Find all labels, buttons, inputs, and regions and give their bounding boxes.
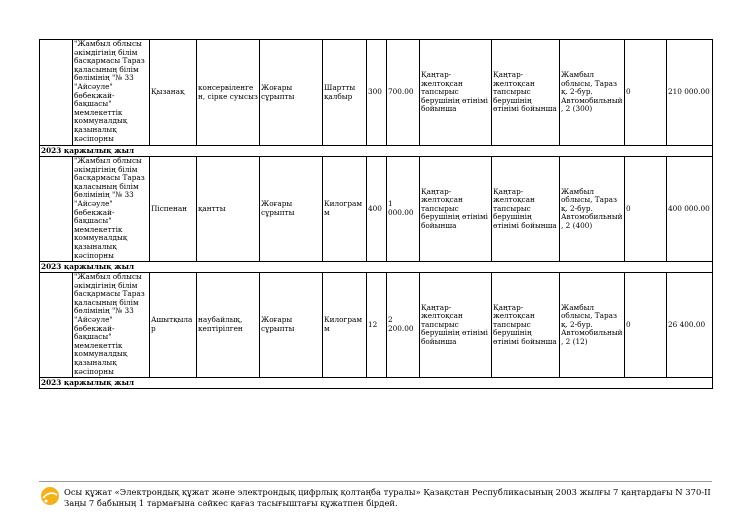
- characteristic-cell: консервіленген, сірке суысыз: [197, 40, 260, 146]
- price-cell: 700.00: [387, 40, 420, 146]
- unit-cell: Килограмм: [323, 273, 367, 378]
- characteristic-cell: наубайлық, кептірілген: [197, 273, 260, 378]
- procurement-table: [39, 39, 713, 389]
- quantity-cell: 300: [367, 40, 387, 146]
- row-number-cell: [40, 273, 73, 378]
- fiscal-year-row: [40, 262, 713, 273]
- delivery-place-cell: Жамбыл облысы, Тараз қ. 2-бур. Автомобильный, 2 (12): [560, 273, 625, 378]
- price-cell: 2 200.00: [387, 273, 420, 378]
- table-row: [40, 273, 713, 378]
- total-cell: 26 400.00: [667, 273, 713, 378]
- e-signature-logo-icon: [40, 486, 60, 506]
- customer-cell: "Жамбыл облысы әкімдігінің білім басқармасы Тараз қаласының білім бөлімінің "№ 33 "Айсәуле" бөбекжай-бақшасы" мемлекеттік коммуналдық қазыналық кәсіпорны: [73, 40, 150, 146]
- unit-cell: Шартты қалбыр: [323, 40, 367, 146]
- delivery-place-cell: Жамбыл облысы, Тараз қ. 2-бур. Автомобильный, 2 (400): [560, 157, 625, 262]
- fiscal-year-row: [40, 378, 713, 389]
- prepayment-cell: 0: [625, 273, 667, 378]
- row-number-cell: [40, 40, 73, 146]
- fiscal-year-label: 2023 қаржылық жыл: [40, 146, 713, 157]
- quantity-cell: 12: [367, 273, 387, 378]
- item-name-cell: Қызанақ: [150, 40, 197, 146]
- delivery-term-cell: Қаңтар-желтоқсан тапсырыс берушінің өтінімі бойынша: [492, 157, 560, 262]
- footer-divider: [39, 481, 712, 482]
- price-cell: 1 000.00: [387, 157, 420, 262]
- delivery-term-cell: Қаңтар-желтоқсан тапсырыс берушінің өтінімі бойынша: [492, 40, 560, 146]
- fiscal-year-row: [40, 146, 713, 157]
- characteristic-cell: қантты: [197, 157, 260, 262]
- delivery-term-cell: Қаңтар-желтоқсан тапсырыс берушінің өтінімі бойынша: [420, 40, 492, 146]
- row-number-cell: [40, 157, 73, 262]
- item-name-cell: Піспенан: [150, 157, 197, 262]
- delivery-term-cell: Қаңтар-желтоқсан тапсырыс берушінің өтінімі бойынша: [420, 157, 492, 262]
- prepayment-cell: 0: [625, 40, 667, 146]
- customer-cell: "Жамбыл облысы әкімдігінің білім басқармасы Тараз қаласының білім бөлімінің "№ 33 "Айсәуле" бөбекжай-бақшасы" мемлекеттік коммуналдық қазыналық кәсіпорны: [73, 157, 150, 262]
- fiscal-year-label: 2023 қаржылық жыл: [40, 378, 713, 389]
- total-cell: 210 000.00: [667, 40, 713, 146]
- delivery-place-cell: Жамбыл облысы, Тараз қ. 2-бур. Автомобильный, 2 (300): [560, 40, 625, 146]
- delivery-term-cell: Қаңтар-желтоқсан тапсырыс берушінің өтінімі бойынша: [492, 273, 560, 378]
- customer-cell: "Жамбыл облысы әкімдігінің білім басқармасы Тараз қаласының білім бөлімінің "№ 33 "Айсәуле" бөбекжай-бақшасы" мемлекеттік коммуналдық қазыналық кәсіпорны: [73, 273, 150, 378]
- item-name-cell: Ашытқылар: [150, 273, 197, 378]
- prepayment-cell: 0: [625, 157, 667, 262]
- table-row: [40, 157, 713, 262]
- quality-cell: Жоғары сұрыпты: [260, 273, 323, 378]
- delivery-term-cell: Қаңтар-желтоқсан тапсырыс берушінің өтінімі бойынша: [420, 273, 492, 378]
- legal-notice: Осы құжат «Электрондық құжат және электрондық цифрлық қолтаңба туралы» Қазақстан Республикасының 2003 жылғы 7 қаңтардағы N 370-II Заңы 7 бабының 1 тармағына сәйкес қағаз тасығыштағы құжатпен бірдей.: [64, 487, 711, 508]
- unit-cell: Килограмм: [323, 157, 367, 262]
- quality-cell: Жоғары сұрыпты: [260, 157, 323, 262]
- table-row: [40, 40, 713, 146]
- fiscal-year-label: 2023 қаржылық жыл: [40, 262, 713, 273]
- quality-cell: Жоғары сұрыпты: [260, 40, 323, 146]
- total-cell: 400 000.00: [667, 157, 713, 262]
- quantity-cell: 400: [367, 157, 387, 262]
